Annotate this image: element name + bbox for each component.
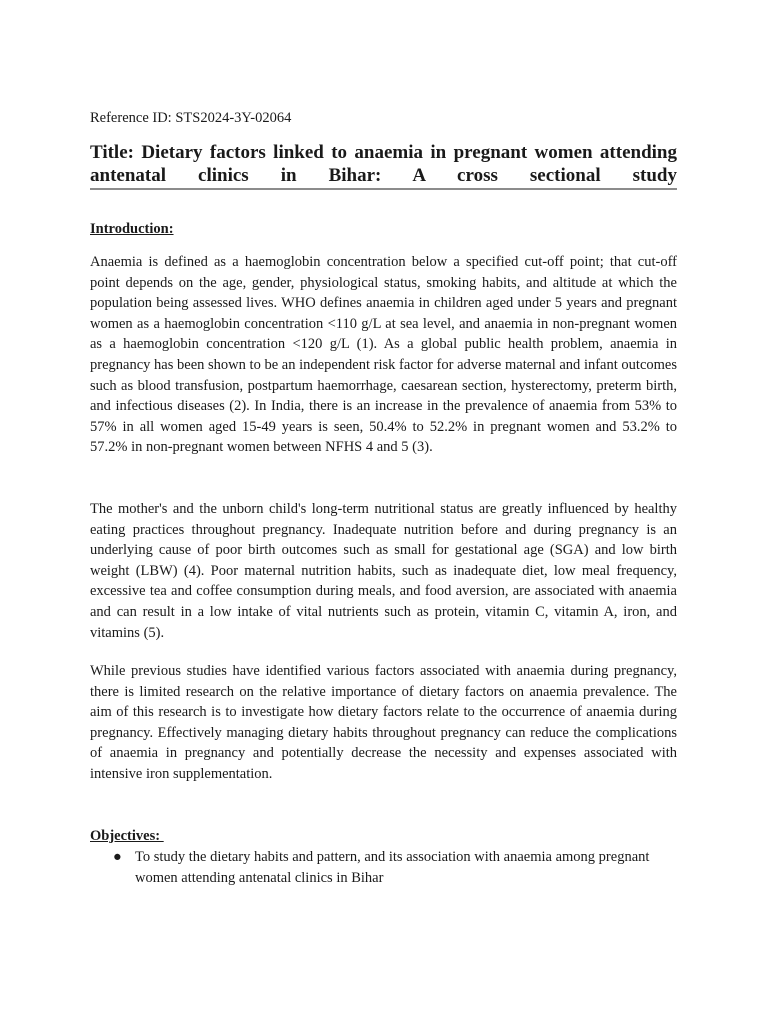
introduction-paragraph-2: The mother's and the unborn child's long-term nutritional status are greatly influenced by healthy eating practices throughout pregnancy. Inadequate nutrition before and during pregnancy is an underlying cause of poor birth outcomes such as small for gestational age (SGA) and low birth weight (LBW) (4). Poor maternal nutrition habits, such as inadequate diet, low meal frequency, excessive tea and coffee consumption during meals, and food aversion, are associated with anaemia and can result in a low intake of vital nutrients such as protein, vitamin C, vitamin A, iron, and vitamins (5). bbox=[90, 501, 677, 641]
introduction-heading: Introduction: bbox=[90, 221, 174, 237]
objective-item bbox=[90, 847, 677, 888]
objectives-list bbox=[90, 847, 677, 888]
objectives-heading: Objectives: bbox=[90, 828, 164, 844]
bullet-icon: ● bbox=[113, 849, 122, 865]
reference-id: Reference ID: STS2024-3Y-02064 bbox=[90, 110, 292, 126]
introduction-paragraph-3: While previous studies have identified various factors associated with anaemia during pregnancy, there is limited research on the relative importance of dietary factors on anaemia prevalence. The aim of this research is to investigate how dietary factors relate to the occurrence of anaemia during pregnancy. Effectively managing dietary habits throughout pregnancy can reduce the complications of anaemia in pregnancy and potentially decrease the necessity and expenses associated with intensive iron supplementation. bbox=[90, 663, 677, 782]
document-title: Title: Dietary factors linked to anaemia in pregnant women attending antenatal clinics in Bihar: A cross sectional study bbox=[90, 141, 677, 190]
objective-text: To study the dietary habits and pattern, and its association with anaemia among pregnant women attending antenatal clinics in Bihar bbox=[135, 849, 650, 886]
introduction-paragraph-1: Anaemia is defined as a haemoglobin concentration below a specified cut-off point; that cut-off point depends on the age, gender, physiological status, smoking habits, and altitude at which the population being assessed lives. WHO defines anaemia in children aged under 5 years and pregnant women as a haemoglobin concentration <110 g/L at sea level, and anaemia in non-pregnant women as a haemoglobin concentration <120 g/L (1). As a global public health problem, anaemia in pregnancy has been shown to be an independent risk factor for adverse maternal and infant outcomes such as blood transfusion, postpartum haemorrhage, caesarean section, hysterectomy, preterm birth, and infectious diseases (2). In India, there is an increase in the prevalence of anaemia from 53% to 57% in all women aged 15-49 years is seen, 50.4% to 52.2% in pregnant women and 53.2% to 57.2% in non-pregnant women between NFHS 4 and 5 (3). bbox=[90, 254, 677, 456]
